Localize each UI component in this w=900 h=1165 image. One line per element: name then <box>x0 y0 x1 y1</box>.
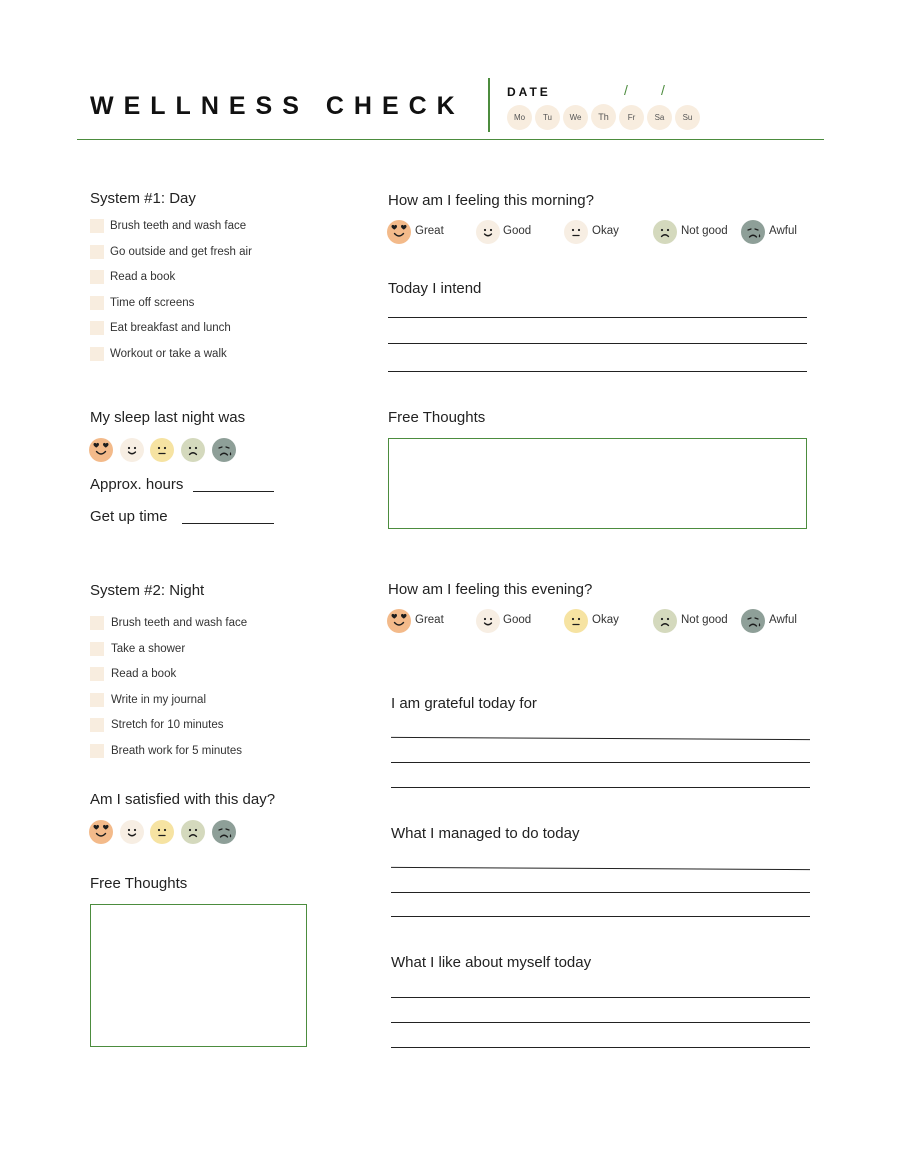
morning-good-label: Good <box>503 225 532 237</box>
day-check-item[interactable]: Go outside and get fresh air <box>90 244 252 260</box>
morning-great-face-icon[interactable] <box>387 220 411 244</box>
okay-face-icon[interactable] <box>150 438 174 462</box>
evening-awful-label: Awful <box>769 614 797 626</box>
checkbox[interactable] <box>90 219 104 233</box>
satisfied-okay-face-icon[interactable] <box>150 820 174 844</box>
day-system-title: System #1: Day <box>90 190 196 207</box>
approx-hours-label: Approx. hours <box>90 476 184 493</box>
date-label: DATE <box>507 85 551 99</box>
get-up-time-label: Get up time <box>90 508 168 525</box>
page-title: WELLNESS CHECK <box>90 92 465 120</box>
header-vertical-divider <box>488 78 490 132</box>
checkbox[interactable] <box>90 718 104 732</box>
intend-title: Today I intend <box>388 280 482 297</box>
approx-hours-input-line[interactable] <box>193 491 274 492</box>
managed-writing-line[interactable] <box>391 892 810 893</box>
intend-writing-line[interactable] <box>388 343 807 344</box>
day-chip-mo[interactable]: Mo <box>507 105 532 130</box>
morning-feeling-title: How am I feeling this morning? <box>388 192 594 209</box>
evening-feeling-title: How am I feeling this evening? <box>388 581 593 598</box>
checkbox[interactable] <box>90 347 104 361</box>
like-myself-writing-line[interactable] <box>391 1022 810 1023</box>
grateful-title: I am grateful today for <box>391 695 537 712</box>
evening-great-label: Great <box>415 614 444 626</box>
morning-awful-label: Awful <box>769 225 797 237</box>
good-face-icon[interactable] <box>120 438 144 462</box>
night-check-item[interactable]: Write in my journal <box>90 692 247 708</box>
sleep-title: My sleep last night was <box>90 409 246 426</box>
day-check-item[interactable]: Brush teeth and wash face <box>90 218 252 234</box>
day-chip-su[interactable]: Su <box>675 105 700 130</box>
awful-face-icon[interactable] <box>212 438 236 462</box>
evening-great-face-icon[interactable] <box>387 609 411 633</box>
day-check-item[interactable]: Read a book <box>90 269 252 285</box>
grateful-writing-line[interactable] <box>391 787 810 788</box>
checkbox[interactable] <box>90 744 104 758</box>
morning-good-face-icon[interactable] <box>476 220 500 244</box>
checkbox[interactable] <box>90 321 104 335</box>
free-thoughts-bottom-box[interactable] <box>90 904 307 1047</box>
grateful-writing-line[interactable] <box>391 737 810 740</box>
evening-not-good-face-icon[interactable] <box>653 609 677 633</box>
checkbox[interactable] <box>90 616 104 630</box>
evening-okay-face-icon[interactable] <box>564 609 588 633</box>
evening-good-face-icon[interactable] <box>476 609 500 633</box>
day-chip-th[interactable]: Th <box>591 104 616 129</box>
day-chip-tu[interactable]: Tu <box>535 105 560 130</box>
morning-awful-face-icon[interactable] <box>741 220 765 244</box>
morning-great-label: Great <box>415 225 444 237</box>
header-divider <box>77 139 824 140</box>
date-slash-1: / <box>624 82 628 98</box>
day-check-item[interactable]: Time off screens <box>90 295 252 311</box>
checkbox[interactable] <box>90 296 104 310</box>
like-myself-title: What I like about myself today <box>391 954 592 971</box>
free-thoughts-top-box[interactable] <box>388 438 807 529</box>
great-face-icon[interactable] <box>89 438 113 462</box>
grateful-writing-line[interactable] <box>391 762 810 763</box>
evening-not-good-label: Not good <box>681 614 728 626</box>
satisfied-great-face-icon[interactable] <box>89 820 113 844</box>
satisfied-good-face-icon[interactable] <box>120 820 144 844</box>
morning-not-good-face-icon[interactable] <box>653 220 677 244</box>
night-checklist <box>90 615 247 759</box>
night-check-item[interactable]: Brush teeth and wash face <box>90 615 247 631</box>
satisfied-awful-face-icon[interactable] <box>212 820 236 844</box>
day-chip-fr[interactable]: Fr <box>619 105 644 130</box>
satisfied-not-good-face-icon[interactable] <box>181 820 205 844</box>
evening-okay-label: Okay <box>592 614 619 626</box>
evening-good-label: Good <box>503 614 532 626</box>
not-good-face-icon[interactable] <box>181 438 205 462</box>
day-chip-sa[interactable]: Sa <box>647 105 672 130</box>
morning-not-good-label: Not good <box>681 225 728 237</box>
day-checklist <box>90 218 252 362</box>
like-myself-writing-line[interactable] <box>391 1047 810 1048</box>
night-system-title: System #2: Night <box>90 582 205 599</box>
like-myself-writing-line[interactable] <box>391 997 810 998</box>
managed-writing-line[interactable] <box>391 916 810 917</box>
evening-awful-face-icon[interactable] <box>741 609 765 633</box>
satisfied-title: Am I satisfied with this day? <box>90 791 276 808</box>
get-up-time-input-line[interactable] <box>182 523 274 524</box>
night-check-item[interactable]: Read a book <box>90 666 247 682</box>
checkbox[interactable] <box>90 642 104 656</box>
checkbox[interactable] <box>90 245 104 259</box>
morning-okay-face-icon[interactable] <box>564 220 588 244</box>
managed-writing-line[interactable] <box>391 867 810 870</box>
checkbox[interactable] <box>90 667 104 681</box>
date-slash-2: / <box>661 82 665 98</box>
night-check-item[interactable]: Breath work for 5 minutes <box>90 743 247 759</box>
day-chip-we[interactable]: We <box>563 105 588 130</box>
night-check-item[interactable]: Take a shower <box>90 641 247 657</box>
day-check-item[interactable]: Workout or take a walk <box>90 346 252 362</box>
free-thoughts-bottom-title: Free Thoughts <box>90 875 188 892</box>
night-check-item[interactable]: Stretch for 10 minutes <box>90 717 247 733</box>
checkbox[interactable] <box>90 693 104 707</box>
checkbox[interactable] <box>90 270 104 284</box>
day-check-item[interactable]: Eat breakfast and lunch <box>90 320 252 336</box>
free-thoughts-top-title: Free Thoughts <box>388 409 486 426</box>
managed-title: What I managed to do today <box>391 825 580 842</box>
intend-writing-line[interactable] <box>388 371 807 372</box>
intend-writing-line[interactable] <box>388 317 807 318</box>
morning-okay-label: Okay <box>592 225 619 237</box>
